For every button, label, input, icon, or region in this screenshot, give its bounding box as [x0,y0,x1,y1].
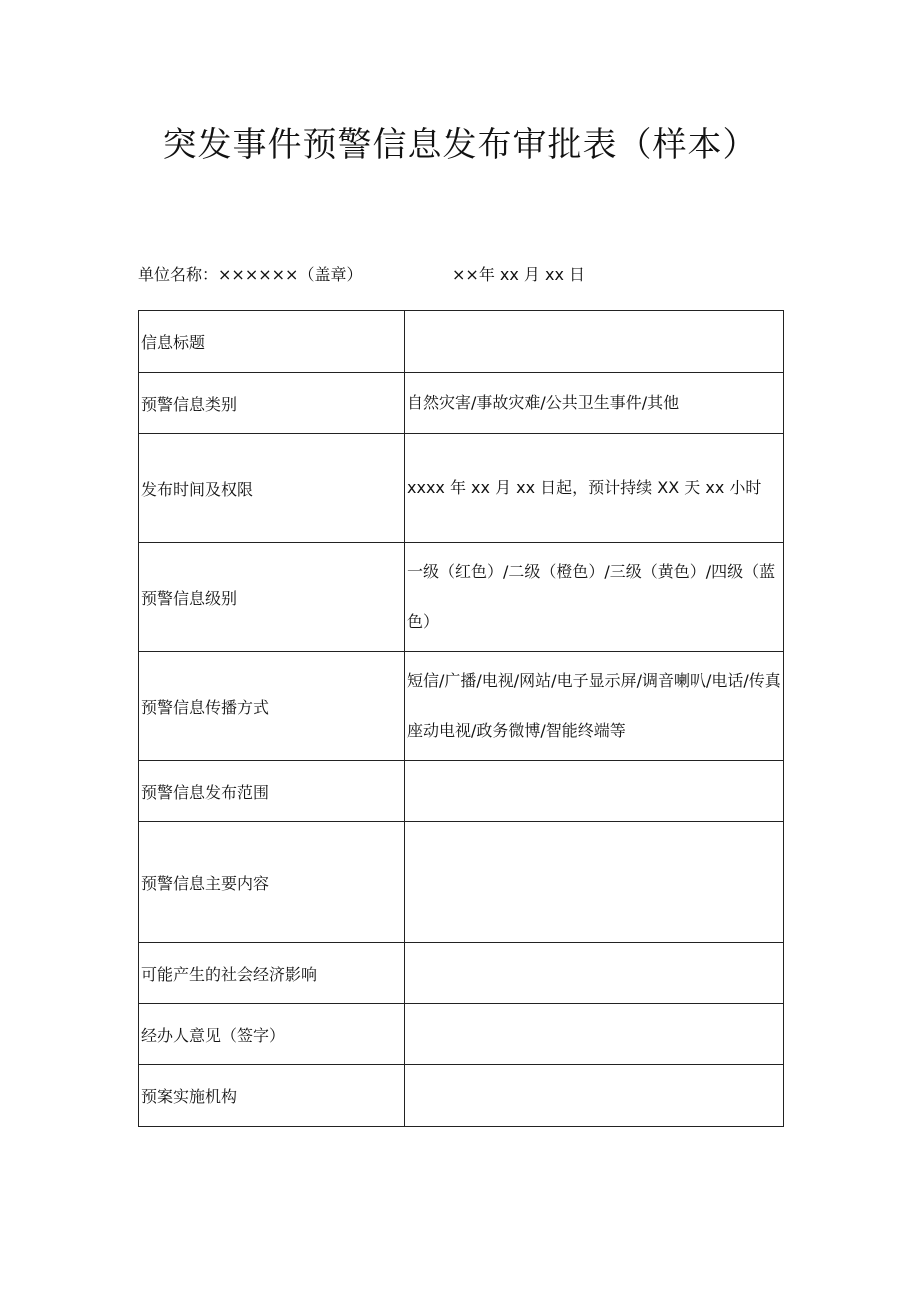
row-value-content[interactable] [405,822,784,943]
unit-name: 单位名称：××××××（盖章） [138,265,363,284]
row-value-impact[interactable] [405,943,784,1004]
row-value-channel[interactable]: 短信/广播/电视/网站/电子显示屏/调音喇叭/电话/传真座动电视/政务微博/智能终端等 [405,652,784,761]
row-label-info-title: 信息标题 [139,311,405,373]
table-row [139,543,784,652]
row-label-agency: 预案实施机构 [139,1065,405,1127]
row-label-level: 预警信息级别 [139,543,405,652]
row-label-content: 预警信息主要内容 [139,822,405,943]
table-row [139,311,784,373]
row-value-scope[interactable] [405,761,784,822]
table-row [139,373,784,434]
row-label-channel: 预警信息传播方式 [139,652,405,761]
table-row [139,822,784,943]
row-value-info-title[interactable] [405,311,784,373]
table-row [139,1004,784,1065]
row-label-impact: 可能产生的社会经济影响 [139,943,405,1004]
row-label-scope: 预警信息发布范围 [139,761,405,822]
table-row [139,761,784,822]
row-label-category: 预警信息类别 [139,373,405,434]
row-value-time[interactable]: xxxx 年 xx 月 xx 日起，预计持续 XX 天 xx 小时 [405,434,784,543]
row-label-time: 发布时间及权限 [139,434,405,543]
approval-table [138,310,784,1127]
table-row [139,652,784,761]
approval-date: ××年 xx 月 xx 日 [452,265,586,284]
row-label-handler: 经办人意见（签字） [139,1004,405,1065]
row-value-agency[interactable] [405,1065,784,1127]
row-value-handler[interactable] [405,1004,784,1065]
table-row [139,943,784,1004]
table-row [139,434,784,543]
table-row [139,1065,784,1127]
row-value-level[interactable]: 一级（红色）/二级（橙色）/三级（黄色）/四级（蓝色） [405,543,784,652]
row-value-category[interactable]: 自然灾害/事故灾难/公共卫生事件/其他 [405,373,784,434]
page-title: 突发事件预警信息发布审批表（样本） [162,125,758,165]
